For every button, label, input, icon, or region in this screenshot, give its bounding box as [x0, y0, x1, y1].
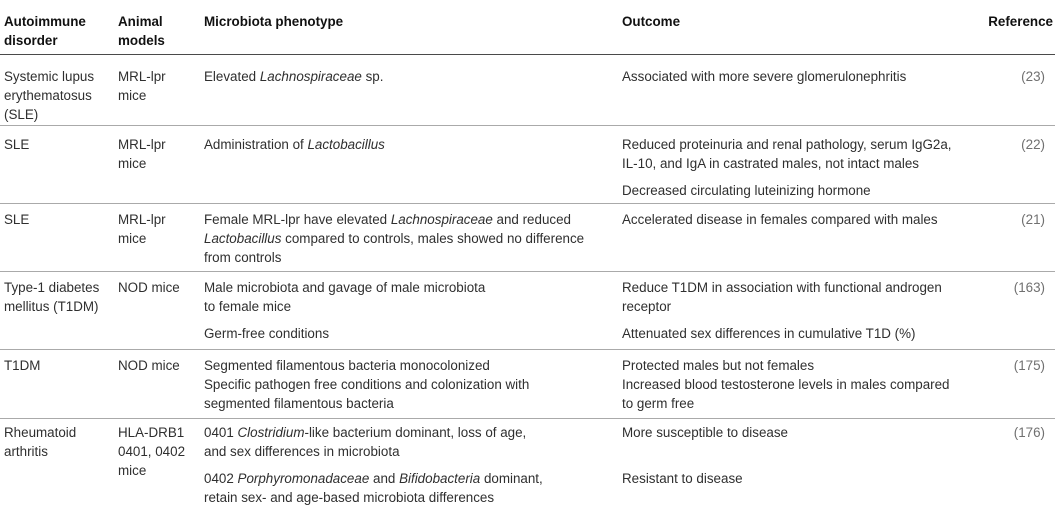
cell-disorder [4, 210, 112, 229]
header-models-line: models [118, 33, 165, 48]
cell-disorder [4, 356, 112, 375]
taxon-name: Clostridium [237, 425, 305, 440]
table-row [0, 272, 1055, 350]
cell-phenotype [204, 210, 612, 267]
outcome-line: IL-10, and IgA in castrated males, not intact males [622, 156, 919, 171]
cell-models [118, 356, 200, 375]
cell-disorder [4, 67, 112, 124]
model-line: mice [118, 463, 147, 478]
taxon-name: Lactobacillus [204, 231, 282, 246]
table-row [0, 350, 1055, 419]
phenotype-text: Segmented filamentous bacteria monocolonized [204, 358, 490, 373]
model-line: HLA-DRB1 [118, 425, 185, 440]
cell-outcome [622, 278, 972, 343]
cell-outcome [622, 356, 972, 413]
phenotype-text: Female MRL-lpr have elevated [204, 212, 391, 227]
phenotype-text: and sex differences in microbiota [204, 444, 400, 459]
header-phenotype: Microbiota phenotype [204, 14, 344, 29]
disorder-line: arthritis [4, 444, 48, 459]
header-models [118, 12, 165, 50]
phenotype-text: 0402 [204, 471, 238, 486]
phenotype-text: to female mice [204, 299, 292, 314]
phenotype-text: Elevated [204, 69, 260, 84]
disorder-line: erythematosus [4, 88, 92, 103]
outcome-line: Protected males but not females [622, 358, 815, 373]
table-row [0, 55, 1055, 126]
disorder-line: (SLE) [4, 107, 39, 122]
cell-disorder [4, 135, 112, 154]
phenotype-line [204, 248, 612, 267]
model-line: NOD mice [118, 358, 180, 373]
cell-models [118, 135, 200, 173]
cell-models [118, 210, 200, 248]
cell-phenotype [204, 67, 612, 86]
phenotype-text: retain sex- and age-based microbiota differences [204, 490, 495, 505]
cell-reference: (176) [1013, 425, 1045, 440]
outcome-line: Attenuated sex differences in cumulative T1D (%) [622, 326, 916, 341]
outcome-line: Accelerated disease in females compared with males [622, 212, 938, 227]
model-line: mice [118, 231, 147, 246]
cell-reference: (23) [1021, 69, 1045, 84]
phenotype-line [204, 356, 612, 375]
model-line: MRL-lpr [118, 69, 166, 84]
cell-phenotype [204, 278, 612, 343]
cell-reference: (175) [1013, 358, 1045, 373]
disorder-line: Rheumatoid [4, 425, 77, 440]
phenotype-line [204, 67, 612, 86]
disorder-line: T1DM [4, 358, 41, 373]
phenotype-text: and [369, 471, 400, 486]
taxon-name: Bifidobacteria [399, 471, 481, 486]
cell-models [118, 423, 200, 480]
disorder-line: Type-1 diabetes [4, 280, 100, 295]
outcome-line: Resistant to disease [622, 471, 743, 486]
outcome-line: More susceptible to disease [622, 425, 788, 440]
taxon-name: Porphyromonadaceae [237, 471, 370, 486]
cell-models [118, 278, 200, 297]
disorder-line: SLE [4, 137, 30, 152]
cell-outcome [622, 210, 972, 229]
taxon-name: Lachnospiraceae [259, 69, 362, 84]
cell-disorder [4, 423, 112, 461]
cell-outcome [622, 67, 972, 86]
header-disorder-line: disorder [4, 33, 58, 48]
table-row [0, 204, 1055, 272]
phenotype-line [204, 469, 612, 488]
model-line: 0401, 0402 [118, 444, 186, 459]
phenotype-line [204, 324, 612, 343]
outcome-line: Associated with more severe glomerulonephritis [622, 69, 907, 84]
disorder-line: Systemic lupus [4, 69, 95, 84]
phenotype-line [204, 135, 612, 154]
phenotype-text: Germ-free conditions [204, 326, 330, 341]
phenotype-line [204, 229, 612, 248]
phenotype-line [204, 297, 612, 316]
cell-disorder [4, 278, 112, 316]
disorder-line: SLE [4, 212, 30, 227]
phenotype-text: Administration of [204, 137, 308, 152]
model-line: MRL-lpr [118, 137, 166, 152]
phenotype-text: sp. [361, 69, 384, 84]
cell-reference: (21) [1021, 212, 1045, 227]
outcome-line: Increased blood testosterone levels in males compared [622, 377, 950, 392]
cell-models [118, 67, 200, 105]
cell-reference: (163) [1013, 280, 1045, 295]
phenotype-line [204, 394, 612, 413]
model-line: NOD mice [118, 280, 180, 295]
model-line: MRL-lpr [118, 212, 166, 227]
phenotype-text: 0401 [204, 425, 238, 440]
phenotype-text: compared to controls, males showed no difference [281, 231, 585, 246]
outcome-line: receptor [622, 299, 672, 314]
table-header [0, 0, 1055, 55]
phenotype-line [204, 423, 612, 442]
phenotype-text: dominant, [480, 471, 543, 486]
disorder-line: mellitus (T1DM) [4, 299, 99, 314]
header-disorder-line: Autoimmune [4, 14, 86, 29]
phenotype-text: -like bacterium dominant, loss of age, [304, 425, 527, 440]
header-reference: Reference [988, 14, 1053, 29]
phenotype-line [204, 375, 612, 394]
phenotype-line [204, 442, 612, 461]
header-disorder [4, 12, 86, 50]
outcome-line: Reduced proteinuria and renal pathology, serum IgG2a, [622, 137, 952, 152]
outcome-line: Decreased circulating luteinizing hormone [622, 183, 871, 198]
table-row [0, 126, 1055, 204]
cell-outcome [622, 423, 972, 488]
model-line: mice [118, 156, 147, 171]
taxon-name: Lachnospiraceae [390, 212, 493, 227]
header-outcome: Outcome [622, 14, 681, 29]
phenotype-text: Male microbiota and gavage of male microbiota [204, 280, 486, 295]
outcome-line: to germ free [622, 396, 695, 411]
phenotype-text: Specific pathogen free conditions and colonization with [204, 377, 530, 392]
phenotype-text: and reduced [492, 212, 571, 227]
phenotype-text: segmented filamentous bacteria [204, 396, 394, 411]
header-models-line: Animal [118, 14, 163, 29]
taxon-name: Lactobacillus [307, 137, 385, 152]
table-row [0, 419, 1055, 509]
phenotype-text: from controls [204, 250, 282, 265]
outcome-line: Reduce T1DM in association with functional androgen [622, 280, 942, 295]
cell-phenotype [204, 135, 612, 154]
phenotype-line [204, 210, 612, 229]
cell-phenotype [204, 356, 612, 413]
model-line: mice [118, 88, 147, 103]
cell-reference: (22) [1021, 137, 1045, 152]
phenotype-line [204, 488, 612, 507]
phenotype-line [204, 278, 612, 297]
cell-outcome [622, 135, 972, 200]
cell-phenotype [204, 423, 612, 507]
